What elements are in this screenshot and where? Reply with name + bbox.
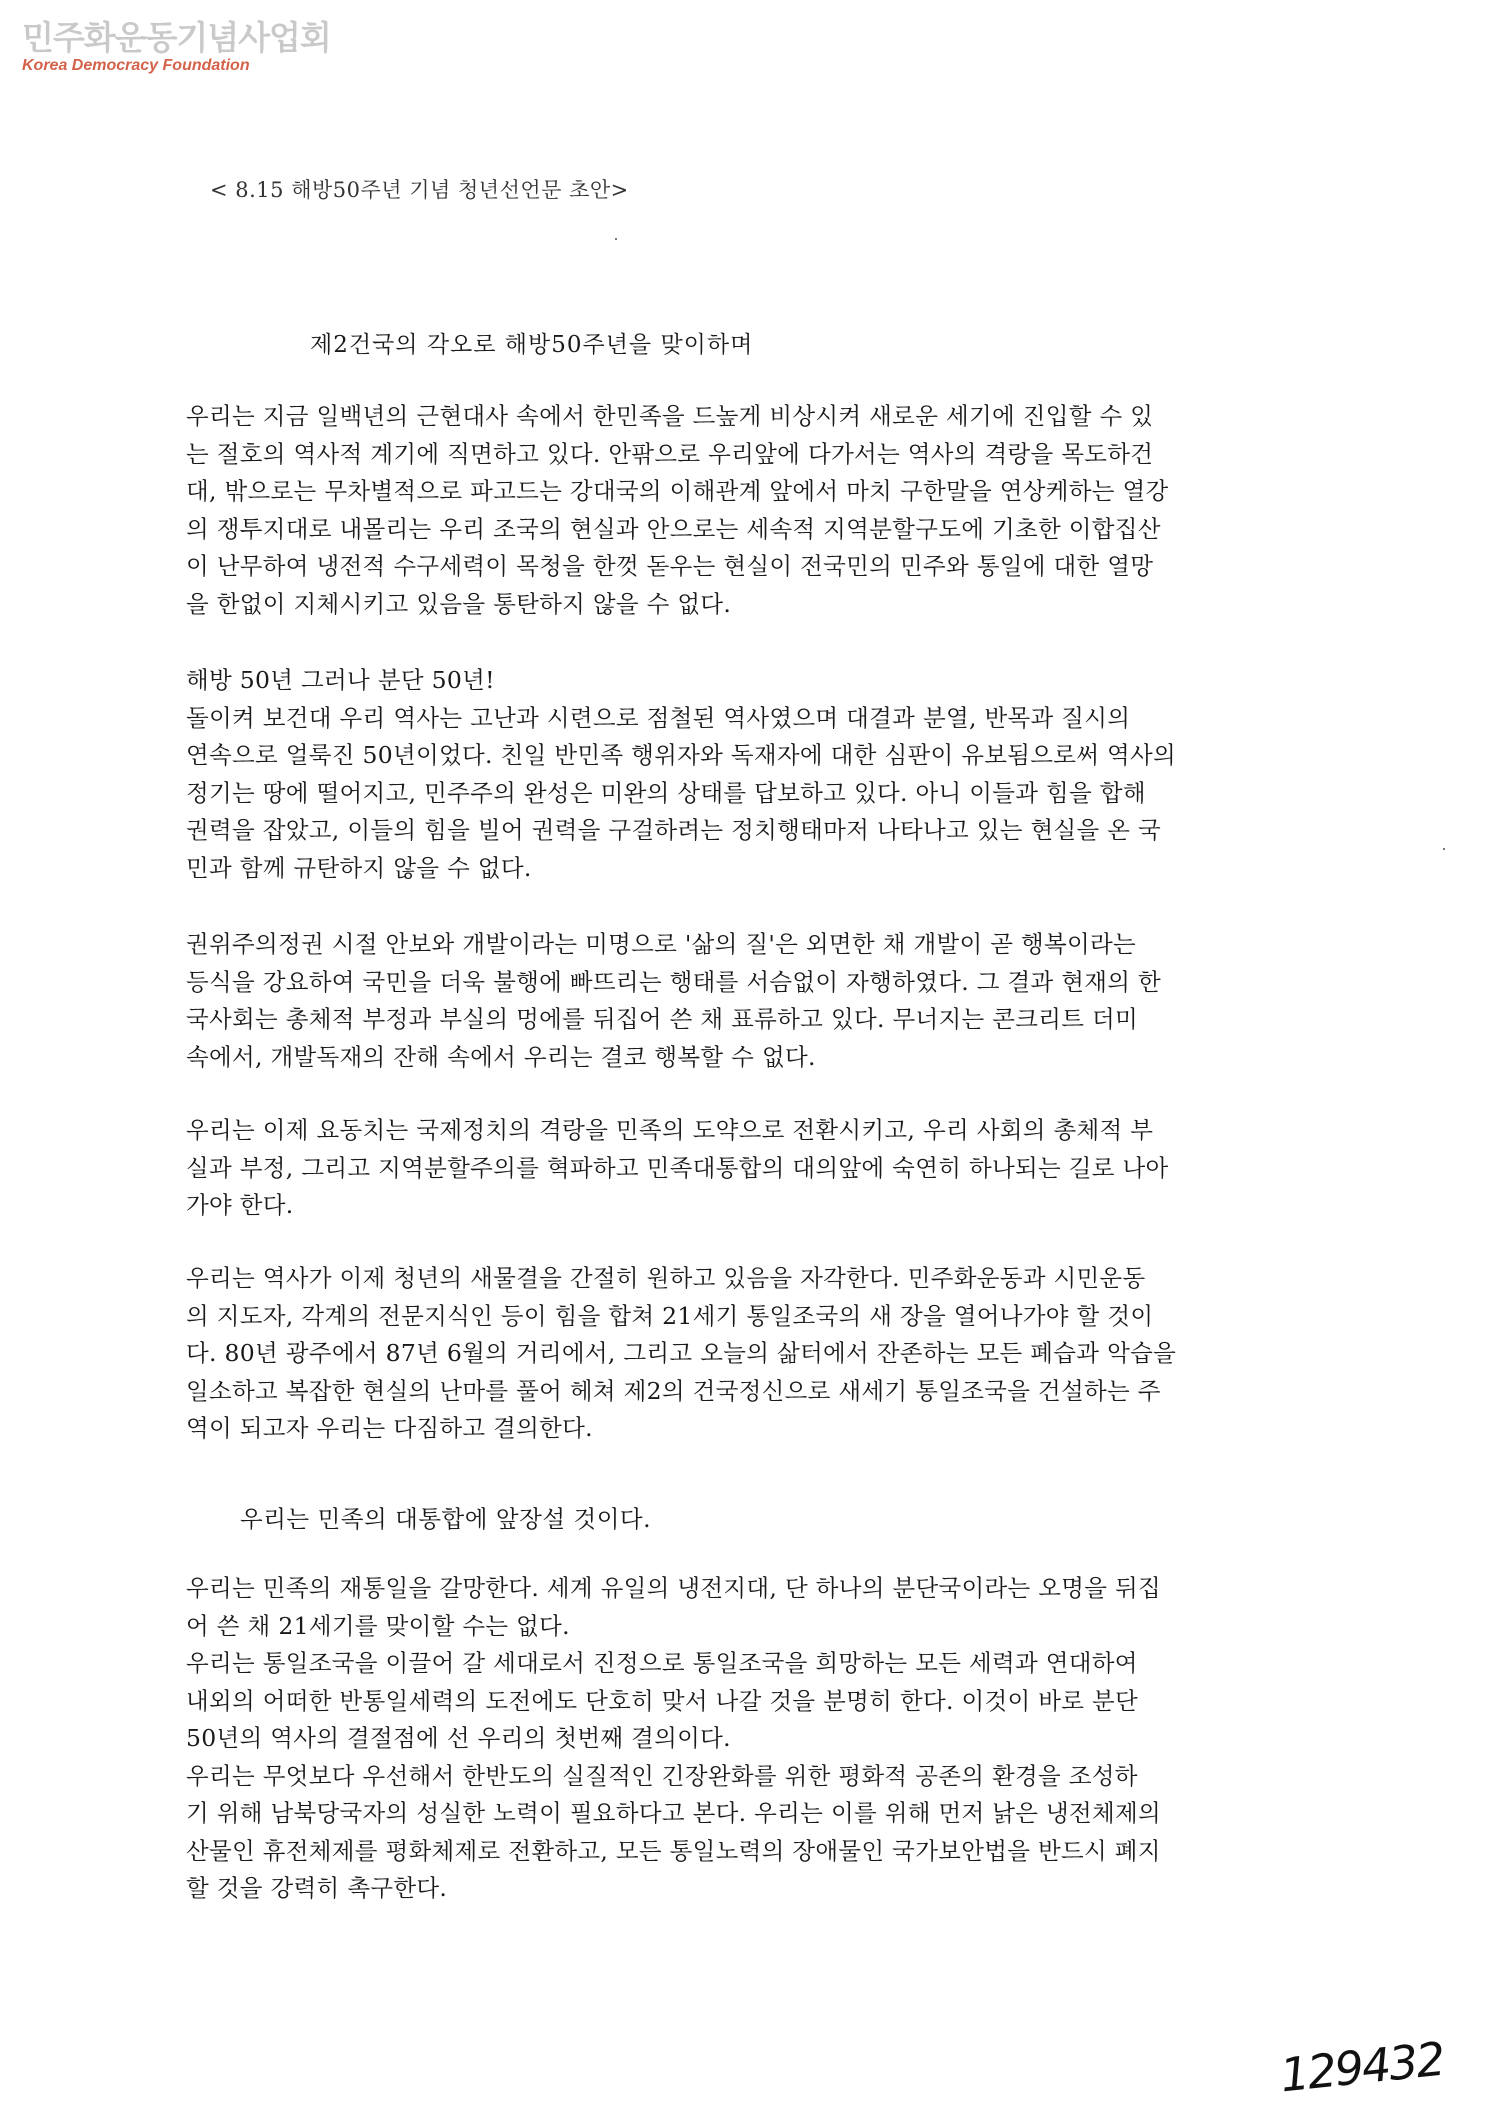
- text-line: 우리는 통일조국을 이끌어 갈 세대로서 진정으로 통일조국을 희망하는 모든 세력과 연대하여: [186, 1649, 1138, 1677]
- text-line: 돌이켜 보건대 우리 역사는 고난과 시련으로 점철된 역사였으며 대결과 분열, 반목과 질시의: [186, 703, 1131, 732]
- paragraph-5: [186, 1260, 1313, 1448]
- paragraph-3: [186, 926, 1313, 1076]
- final-paragraph: [186, 1570, 1313, 1908]
- paragraph-2: [186, 662, 1313, 887]
- logo-english-text: Korea Democracy Foundation: [22, 57, 250, 74]
- text-line: 어 쓴 채 21세기를 맞이할 수는 없다.: [186, 1611, 570, 1640]
- text-line: 정기는 땅에 떨어지고, 민주주의 완성은 미완의 상태를 답보하고 있다. 아니 이들과 힘을 합해: [186, 778, 1146, 807]
- text-line: 일소하고 복잡한 현실의 난마를 풀어 헤쳐 제2의 건국정신으로 새세기 통일조국을 건설하는 주: [186, 1376, 1161, 1405]
- text-line: 대, 밖으로는 무차별적으로 파고드는 강대국의 이해관계 앞에서 마치 구한말을 연상케하는 열강: [186, 477, 1169, 505]
- text-line: 국사회는 총체적 부정과 부실의 멍에를 뒤집어 쓴 채 표류하고 있다. 무너지는 콘크리트 더미: [186, 1005, 1139, 1033]
- text-line: 역이 되고자 우리는 다짐하고 결의한다.: [186, 1414, 593, 1442]
- text-line: 권력을 잡았고, 이들의 힘을 빌어 권력을 구걸하려는 정치행태마저 나타나고 있는 현실을 온 국: [186, 816, 1162, 844]
- paragraph-1: [186, 398, 1313, 623]
- text-line: 가야 한다.: [186, 1191, 294, 1219]
- text-line: 우리는 이제 요동치는 국제정치의 격랑을 민족의 도약으로 전환시키고, 우리 사회의 총체적 부: [186, 1116, 1154, 1144]
- text-line: 우리는 역사가 이제 청년의 새물결을 간절히 원하고 있음을 자각한다. 민주화운동과 시민운동: [186, 1264, 1146, 1292]
- text-line: 는 절호의 역사적 계기에 직면하고 있다. 안팎으로 우리앞에 다가서는 역사의 격랑을 목도하건: [186, 439, 1154, 468]
- text-line: 해방 50년 그러나 분단 50년!: [186, 666, 495, 694]
- text-line: 다. 80년 광주에서 87년 6월의 거리에서, 그리고 오늘의 삶터에서 잔존하는 모든 폐습과 악습을: [186, 1339, 1177, 1367]
- draft-title: < 8.15 해방50주년 기념 청년선언문 초안>: [210, 178, 629, 202]
- scan-speck: [1443, 848, 1445, 850]
- text-line: 우리는 민족의 재통일을 갈망한다. 세계 유일의 냉전지대, 단 하나의 분단국이라는 오명을 뒤집: [186, 1574, 1162, 1602]
- foundation-logo: [22, 18, 331, 76]
- text-line: 할 것을 강력히 촉구한다.: [186, 1874, 448, 1902]
- text-line: 실과 부정, 그리고 지역분할주의를 혁파하고 민족대통합의 대의앞에 숙연히 하나되는 길로 나아: [186, 1153, 1169, 1182]
- text-line: 기 위해 남북당국자의 성실한 노력이 필요하다고 본다. 우리는 이를 위해 먼저 낡은 냉전체제의: [186, 1799, 1162, 1827]
- text-line: 의 쟁투지대로 내몰리는 우리 조국의 현실과 안으로는 세속적 지역분할구도에 기초한 이합집산: [186, 514, 1161, 543]
- text-line: 내외의 어떠한 반통일세력의 도전에도 단호히 맞서 나갈 것을 분명히 한다. 이것이 바로 분단: [186, 1686, 1139, 1715]
- text-line: 등식을 강요하여 국민을 더욱 불행에 빠뜨리는 행태를 서슴없이 자행하였다. 그 결과 현재의 한: [186, 967, 1162, 996]
- text-line: 산물인 휴전체제를 평화체제로 전환하고, 모든 통일노력의 장애물인 국가보안법을 반드시 폐지: [186, 1836, 1161, 1865]
- text-line: 연속으로 얼룩진 50년이었다. 친일 반민족 행위자와 독재자에 대한 심판이 유보됨으로써 역사의: [186, 741, 1177, 769]
- text-line: 우리는 지금 일백년의 근현대사 속에서 한민족을 드높게 비상시켜 새로운 세기에 진입할 수 있: [186, 402, 1154, 430]
- logo-korean-text: 민주화운동기념사업회: [22, 18, 331, 57]
- scan-speck: [615, 238, 617, 240]
- text-line: 을 한없이 지체시키고 있음을 통탄하지 않을 수 없다.: [186, 589, 732, 618]
- text-line: 민과 함께 규탄하지 않을 수 없다.: [186, 853, 532, 882]
- text-line: 권위주의정권 시절 안보와 개발이라는 미명으로 '삶의 질'은 외면한 채 개발이 곧 행복이라는: [186, 930, 1137, 958]
- text-line: 이 난무하여 냉전적 수구세력이 목청을 한껏 돋우는 현실이 전국민의 민주와 통일에 대한 열망: [186, 552, 1154, 580]
- text-line: 의 지도자, 각계의 전문지식인 등이 힘을 합쳐 21세기 통일조국의 새 장을 열어나가야 할 것이: [186, 1301, 1154, 1330]
- text-line: 속에서, 개발독재의 잔해 속에서 우리는 결코 행복할 수 없다.: [186, 1042, 816, 1071]
- main-heading: 제2건국의 각오로 해방50주년을 맞이하며: [310, 332, 754, 358]
- sub-heading: 우리는 민족의 대통합에 앞장설 것이다.: [240, 1505, 652, 1533]
- handwritten-archive-number: 129432: [1277, 2031, 1446, 2103]
- text-line: 50년의 역사의 결절점에 선 우리의 첫번째 결의이다.: [186, 1724, 731, 1752]
- paragraph-4: [186, 1112, 1313, 1225]
- text-line: 우리는 무엇보다 우선해서 한반도의 실질적인 긴장완화를 위한 평화적 공존의 환경을 조성하: [186, 1761, 1138, 1790]
